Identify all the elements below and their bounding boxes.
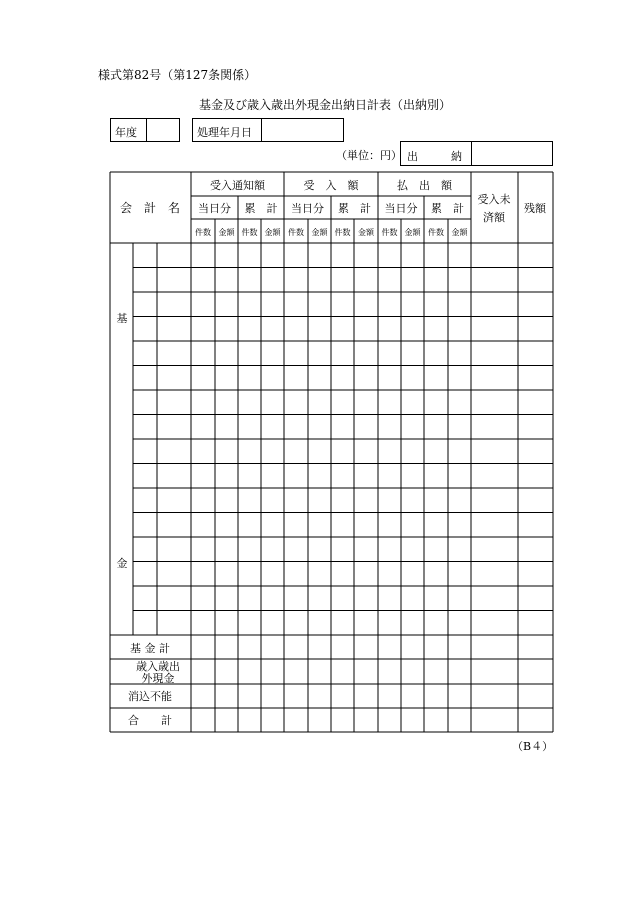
group-header: 受入通知額 — [210, 179, 265, 192]
account-name-header: 会 計 名 — [119, 201, 181, 215]
unit-label: （単位：円） — [336, 149, 402, 162]
table-labels — [117, 178, 547, 727]
leaf-header: 件数 — [195, 228, 211, 237]
group-header: 受 入 額 — [303, 179, 359, 192]
leaf-header: 金額 — [218, 228, 235, 237]
leaf-header: 金額 — [404, 228, 421, 237]
document-title: 基金及び歳入歳出外現金出納日計表（出納別） — [198, 98, 451, 112]
leaf-header: 件数 — [381, 228, 398, 237]
balance-header: 残額 — [524, 202, 546, 215]
outside-cash-label: 歳入歳出 — [136, 660, 180, 673]
grand-total-label: 合 計 — [128, 714, 172, 727]
sub-header: 当日分 — [291, 202, 324, 215]
fund-label-top: 基 — [116, 312, 128, 325]
leaf-header: 金額 — [358, 228, 374, 237]
leaf-header: 金額 — [311, 228, 328, 237]
leaf-header: 件数 — [288, 228, 304, 237]
sub-header: 累 計 — [338, 202, 371, 215]
fiscal-year-label: 年度 — [115, 126, 137, 139]
leaf-header: 金額 — [451, 228, 468, 237]
paper-size-label: （B４） — [512, 740, 554, 753]
fund-total-label: 基 金 計 — [130, 642, 170, 655]
unreconciled-label: 消込不能 — [128, 690, 172, 703]
receipt-pending-header: 受入未 — [477, 193, 511, 206]
table-grid-lines — [110, 172, 553, 732]
leaf-header: 金額 — [264, 228, 281, 237]
leaf-header: 件数 — [241, 228, 258, 237]
form-number: 様式第82号（第127条関係） — [98, 68, 257, 82]
sub-header: 累 計 — [431, 202, 464, 215]
group-header: 払 出 額 — [397, 179, 452, 192]
outside-cash-label: 外現金 — [141, 672, 175, 685]
leaf-header: 件数 — [428, 228, 444, 237]
processing-date-label: 処理年月日 — [197, 126, 252, 139]
sub-header: 累 計 — [244, 202, 278, 215]
fund-label-bottom: 金 — [116, 557, 128, 570]
sub-header: 当日分 — [198, 202, 231, 215]
issuer-label: 出 納 — [407, 150, 462, 163]
receipt-pending-header: 済額 — [483, 211, 505, 224]
leaf-header: 件数 — [334, 228, 351, 237]
sub-header: 当日分 — [384, 202, 418, 215]
